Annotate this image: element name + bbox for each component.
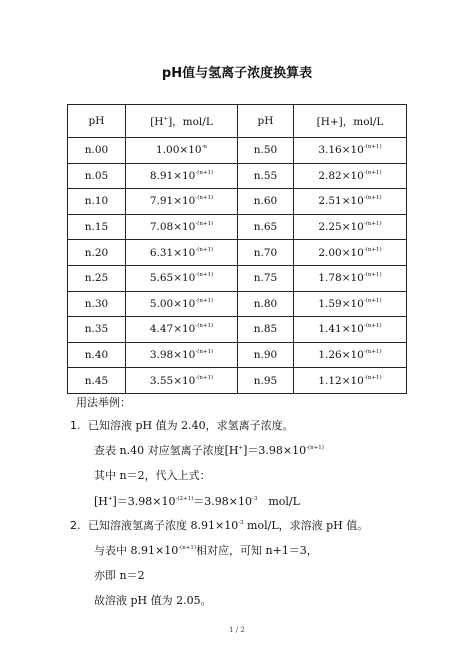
example-1-number: 1.	[70, 419, 81, 432]
ph-cell: n.70	[238, 240, 294, 266]
ph-cell: n.20	[68, 240, 126, 266]
h-concentration-cell: $1.00\times 10^{-n}$	[126, 138, 238, 164]
ph-cell: n.45	[68, 368, 126, 394]
ph-cell: n.60	[238, 189, 294, 215]
ph-cell: n.95	[238, 368, 294, 394]
h-concentration-cell: $5.65\times 10^{-(n+1)}$	[126, 265, 238, 291]
h-concentration-cell: $1.59\times 10^{-(n+1)}$	[294, 291, 407, 317]
example-2-step-3: 故溶液 pH 值为 2.05。	[94, 594, 212, 607]
h-concentration-cell: $2.51\times 10^{-(n+1)}$	[294, 189, 407, 215]
ph-cell: n.25	[68, 265, 126, 291]
example-1-step-3: $[H^+]=3.98\times 10^{-(2+1)}=3.98\times 10^{-3}$ mol/L	[94, 495, 300, 508]
ph-cell: n.90	[238, 342, 294, 368]
h-concentration-cell: $2.00\times 10^{-(n+1)}$	[294, 240, 407, 266]
ph-cell: n.50	[238, 138, 294, 164]
table-row	[68, 368, 407, 394]
usage-heading: 用法举例：	[76, 396, 131, 409]
h-concentration-cell: $1.26\times 10^{-(n+1)}$	[294, 342, 407, 368]
column-header: [H+]，mol/L	[294, 105, 407, 138]
ph-cell: n.10	[68, 189, 126, 215]
ph-conversion-table	[67, 104, 407, 394]
ph-cell: n.35	[68, 317, 126, 343]
h-concentration-cell: $4.47\times 10^{-(n+1)}$	[126, 317, 238, 343]
table-row	[68, 138, 407, 164]
table-row	[68, 317, 407, 343]
column-header: pH	[238, 105, 294, 138]
page-number: 1 / 2	[229, 626, 245, 634]
table-row	[68, 163, 407, 189]
table-row	[68, 189, 407, 215]
example-1	[70, 417, 294, 433]
ph-cell: n.15	[68, 214, 126, 240]
h-concentration-cell: $1.41\times 10^{-(n+1)}$	[294, 317, 407, 343]
h-concentration-cell: $3.55\times 10^{-(n+1)}$	[126, 368, 238, 394]
example-2-number: 2.	[70, 519, 81, 532]
ph-cell: n.30	[68, 291, 126, 317]
ph-cell: n.80	[238, 291, 294, 317]
table-row	[68, 214, 407, 240]
example-2-step-2: 亦即 n＝2	[94, 569, 145, 582]
h-concentration-cell: $3.98\times 10^{-(n+1)}$	[126, 342, 238, 368]
ph-cell: n.40	[68, 342, 126, 368]
example-1-step-1: 查表 n.40 对应氢离子浓度$[H^+]=3.98\times 10^{-(n+1)}$	[94, 444, 324, 457]
ph-cell: n.05	[68, 163, 126, 189]
h-concentration-cell: $6.31\times 10^{-(n+1)}$	[126, 240, 238, 266]
example-1-step-2: 其中 n＝2，代入上式：	[94, 469, 211, 482]
h-concentration-cell: $1.12\times 10^{-(n+1)}$	[294, 368, 407, 394]
table-row	[68, 265, 407, 291]
h-concentration-cell: $7.91\times 10^{-(n+1)}$	[126, 189, 238, 215]
example-2: 2. 已知溶液氢离子浓度 $8.91\times 10^{-3}$ mol/L，求溶液 pH 值。	[70, 519, 369, 532]
table-header-row	[68, 105, 407, 138]
page-title: pH值与氢离子浓度换算表	[161, 66, 313, 81]
table-row	[68, 240, 407, 266]
h-concentration-cell: $8.91\times 10^{-(n+1)}$	[126, 163, 238, 189]
h-concentration-cell: $3.16\times 10^{-(n+1)}$	[294, 138, 407, 164]
ph-cell: n.75	[238, 265, 294, 291]
h-concentration-cell: $1.78\times 10^{-(n+1)}$	[294, 265, 407, 291]
ph-cell: n.00	[68, 138, 126, 164]
h-concentration-cell: $2.82\times 10^{-(n+1)}$	[294, 163, 407, 189]
column-header: pH	[68, 105, 126, 138]
h-concentration-cell: $5.00\times 10^{-(n+1)}$	[126, 291, 238, 317]
ph-cell: n.85	[238, 317, 294, 343]
example-2-step-1: 与表中 $8.91\times 10^{-(n+1)}$相对应，可知 n+1＝3，	[94, 544, 318, 557]
ph-cell: n.55	[238, 163, 294, 189]
column-header: [H+]，mol/L	[126, 105, 238, 138]
h-concentration-cell: $2.25\times 10^{-(n+1)}$	[294, 214, 407, 240]
h-concentration-cell: $7.08\times 10^{-(n+1)}$	[126, 214, 238, 240]
ph-cell: n.65	[238, 214, 294, 240]
example-1-question: 已知溶液 pH 值为 2.40，求氢离子浓度。	[88, 419, 294, 432]
table-row	[68, 342, 407, 368]
table-row	[68, 291, 407, 317]
